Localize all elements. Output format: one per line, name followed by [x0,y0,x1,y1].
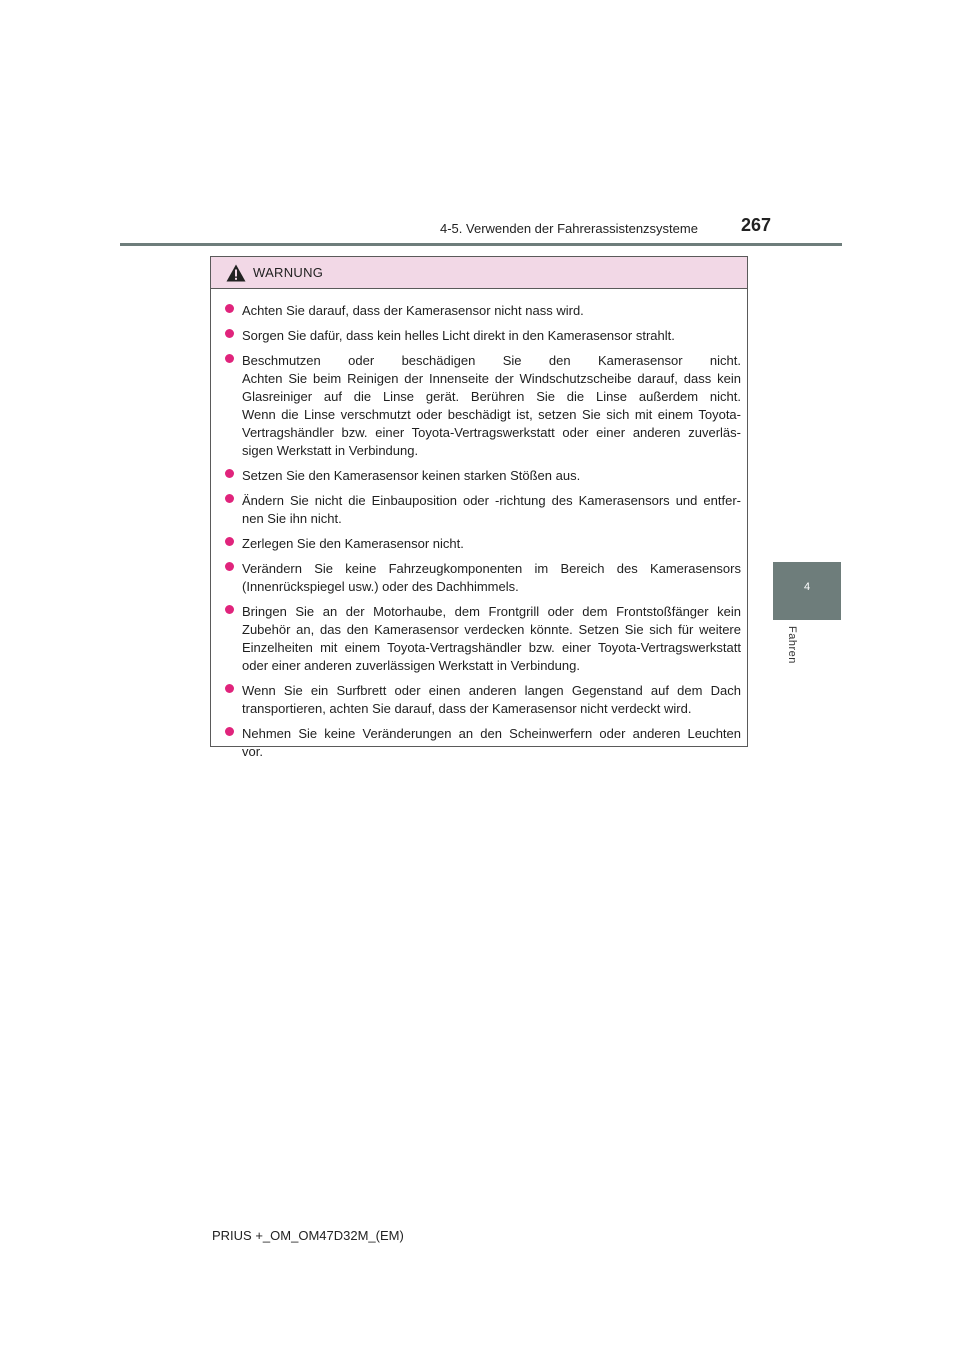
warning-item-line: nen Sie ihn nicht. [242,511,342,526]
warning-item-line: Wenn Sie ein Surfbrett oder einen anderen langen Gegenstand auf dem Dach [242,683,741,698]
chapter-number: 4 [803,581,811,593]
warning-item-line: Glasreiniger auf die Linse gerät. Berühren Sie die Linse außerdem nicht. [242,389,741,404]
warning-triangle-icon [226,264,246,282]
warning-item-line: Einzelheiten mit einem Toyota-Vertragshändler bzw. einer Toyota-Vertragswerkstatt [242,640,741,655]
warning-item-line: Zubehör an, das den Kamerasensor verdecken könnte. Setzen Sie sich für weitere [242,622,741,637]
warning-item-line: Nehmen Sie keine Veränderungen an den Scheinwerfern oder anderen Leuchten [242,726,741,741]
warning-item-line: Beschmutzen oder beschädigen Sie den Kamerasensor nicht. [242,353,741,368]
warning-item-line: Wenn die Linse verschmutzt oder beschädigt ist, setzen Sie sich mit einem Toyota- [242,407,741,422]
bullet-icon [225,562,234,571]
warning-item [225,467,741,485]
warning-item [225,302,741,320]
warning-item-line: Bringen Sie an der Motorhaube, dem Frontgrill oder dem Frontstoßfänger kein [242,604,741,619]
header-rule [120,243,842,246]
page-header [0,0,960,250]
warning-item-line: Sorgen Sie dafür, dass kein helles Licht direkt in den Kamerasensor strahlt. [242,328,675,343]
warning-item-line: Verändern Sie keine Fahrzeugkomponenten im Bereich des Kamerasensors [242,561,741,576]
bullet-icon [225,469,234,478]
warning-item [225,725,741,761]
document-code: PRIUS +_OM_OM47D32M_(EM) [212,1228,404,1243]
warning-item [225,535,741,553]
bullet-icon [225,727,234,736]
warning-item-line: Setzen Sie den Kamerasensor keinen starken Stößen aus. [242,468,581,483]
warning-list [211,289,747,761]
bullet-icon [225,605,234,614]
warning-item [225,603,741,675]
warning-item [225,327,741,345]
warning-item [225,682,741,718]
warning-item-line: transportieren, achten Sie darauf, dass der Kamerasensor nicht verdeckt wird. [242,701,692,716]
warning-item-line: Achten Sie beim Reinigen der Innenseite der Windschutzscheibe darauf, dass kein [242,371,741,386]
warning-item [225,492,741,528]
warning-item-line: Achten Sie darauf, dass der Kamerasensor nicht nass wird. [242,303,584,318]
warning-title: WARNUNG [253,265,324,280]
warning-item-line: Vertragshändler bzw. einer Toyota-Vertragswerkstatt oder einer anderen zuverläs- [242,425,741,440]
warning-item-line: (Innenrückspiegel usw.) oder des Dachhimmels. [242,579,519,594]
bullet-icon [225,684,234,693]
bullet-icon [225,537,234,546]
warning-item-line: sigen Werkstatt in Verbindung. [242,443,419,458]
warning-item [225,352,741,460]
warning-box [210,256,748,759]
warning-header [211,257,747,289]
warning-item [225,560,741,596]
warning-item-line: Ändern Sie nicht die Einbauposition oder -richtung des Kamerasensors und entfer- [242,493,741,508]
bullet-icon [225,329,234,338]
warning-item-line: Zerlegen Sie den Kamerasensor nicht. [242,536,464,551]
warning-item-line: vor. [242,744,263,759]
bullet-icon [225,304,234,313]
bullet-icon [225,354,234,363]
warning-item-line: oder einer anderen zuverlässigen Werkstatt in Verbindung. [242,658,580,673]
chapter-label: Fahren [786,626,798,664]
chapter-tab [773,562,841,620]
bullet-icon [225,494,234,503]
section-title: 4-5. Verwenden der Fahrerassistenzsysteme [440,221,698,236]
page-number: 267 [741,215,772,235]
